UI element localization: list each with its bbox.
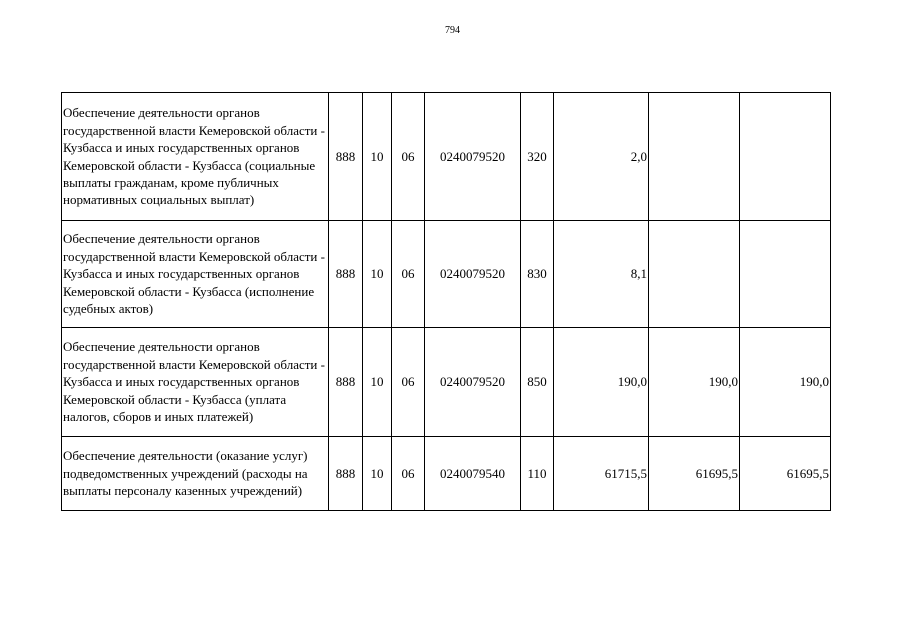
target-article-code: 0240079540 <box>425 437 521 511</box>
budget-table <box>61 92 831 511</box>
amount-cell: 190,0 <box>649 328 740 437</box>
ministry-code: 888 <box>329 328 363 437</box>
page-number: 794 <box>445 25 460 36</box>
amount-cell: 61695,5 <box>649 437 740 511</box>
subsection-code: 06 <box>392 221 425 328</box>
amount-cell: 190,0 <box>554 328 649 437</box>
ministry-code: 888 <box>329 437 363 511</box>
amount-cell: 61695,5 <box>740 437 831 511</box>
section-code: 10 <box>363 328 392 437</box>
subsection-code: 06 <box>392 93 425 221</box>
section-code: 10 <box>363 93 392 221</box>
target-article-code: 0240079520 <box>425 221 521 328</box>
amount-cell: 8,1 <box>554 221 649 328</box>
expense-type-code: 110 <box>521 437 554 511</box>
amount-cell <box>649 221 740 328</box>
amount-cell: 2,0 <box>554 93 649 221</box>
row-description: Обеспечение деятельности органов государственной власти Кемеровской области - Кузбасса и иных государственных органов Кемеровской области - Кузбасса (социальные выплаты гражданам, кроме публичных нормативных социальных выплат) <box>62 93 329 221</box>
amount-cell <box>740 221 831 328</box>
row-description: Обеспечение деятельности органов государственной власти Кемеровской области - Кузбасса и иных государственных органов Кемеровской области - Кузбасса (исполнение судебных актов) <box>62 221 329 328</box>
subsection-code: 06 <box>392 437 425 511</box>
expense-type-code: 320 <box>521 93 554 221</box>
section-code: 10 <box>363 221 392 328</box>
table-row <box>62 221 831 328</box>
amount-cell: 190,0 <box>740 328 831 437</box>
row-description: Обеспечение деятельности органов государственной власти Кемеровской области - Кузбасса и иных государственных органов Кемеровской области - Кузбасса (уплата налогов, сборов и иных платежей) <box>62 328 329 437</box>
amount-cell: 61715,5 <box>554 437 649 511</box>
target-article-code: 0240079520 <box>425 93 521 221</box>
amount-cell <box>740 93 831 221</box>
ministry-code: 888 <box>329 221 363 328</box>
expense-type-code: 850 <box>521 328 554 437</box>
table-row <box>62 437 831 511</box>
table-row <box>62 93 831 221</box>
target-article-code: 0240079520 <box>425 328 521 437</box>
row-description: Обеспечение деятельности (оказание услуг) подведомственных учреждений (расходы на выплаты персоналу казенных учреждений) <box>62 437 329 511</box>
table-row <box>62 328 831 437</box>
section-code: 10 <box>363 437 392 511</box>
amount-cell <box>649 93 740 221</box>
ministry-code: 888 <box>329 93 363 221</box>
expense-type-code: 830 <box>521 221 554 328</box>
subsection-code: 06 <box>392 328 425 437</box>
